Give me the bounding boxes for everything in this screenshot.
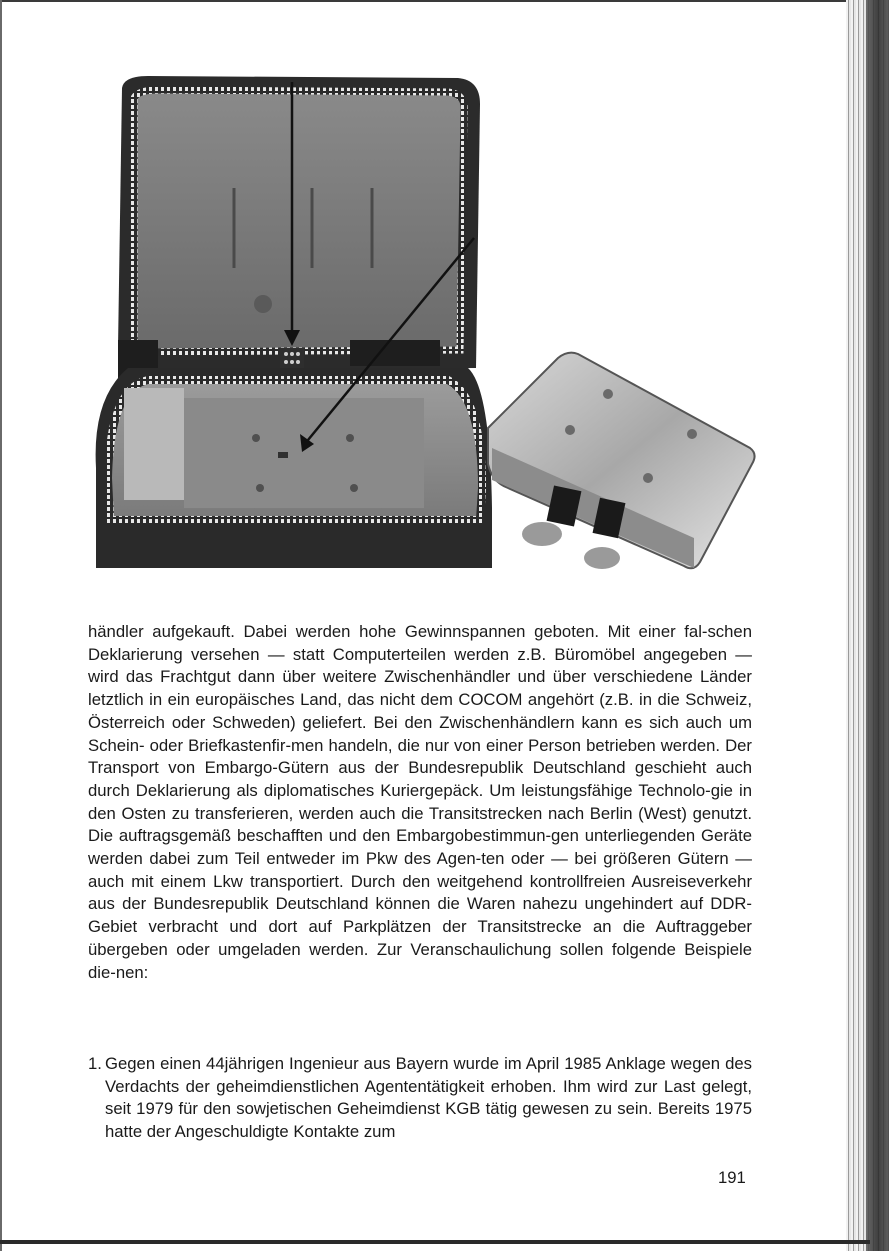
list-item-text: Gegen einen 44jährigen Ingenieur aus Bayern wurde im April 1985 Anklage wegen des Verdachts der geheimdienstlichen Agententätigkeit erhoben. Ihm wird zur Last gelegt, seit 1979 für den sowjetischen Geheimdienst KGB tätig gewesen zu sein. Bereits 1975 hatte der Angeschuldigte Kontakte zum [105, 1054, 752, 1142]
case-lid [118, 76, 480, 370]
book-spine-shadow [866, 0, 889, 1251]
body-paragraph: händler aufgekauft. Dabei werden hohe Gewinnspannen geboten. Mit einer fal-schen Deklarierung versehen — statt Computerteilen werden z.B. Büromöbel angegeben — wird das Frachtgut dann über weitere Zwischenhändler und über verschiedene Länder letztlich in ein europäisches Land, das nicht dem COCOM angehört (z.B. in die Schweiz, Österreich oder Schweden) geliefert. Bei den Zwischenhändlern kann es sich auch um Schein- oder Briefkastenfir-men handeln, die nur von einer Person betrieben werden. Der Transport von Embargo-Gütern aus der Bundesrepublik Deutschland geschieht auch durch Deklarierung als diplomatisches Kuriergepäck. Um leistungsfähige Technolo-gie in den Osten zu transferieren, werden auch die Transitstrecken nach Berlin (West) genutzt. Die auftragsgemäß beschafften und den Embargobestimmun-gen unterliegenden Geräte werden dabei zum Teil entweder im Pkw des Agen-ten oder — bei größeren Gütern — auch mit einem Lkw transportiert. Durch den weitgehend kontrollfreien Ausreiseverkehr aus der Bundesrepublik Deutschland können die Waren nahezu ungehindert auf DDR-Gebiet verbracht und dort auf Parkplätzen der Transitstrecke an die Auftraggeber übergeben oder umgeladen werden. Zur Veranschaulichung sollen folgende Beispiele die-nen: [88, 622, 752, 982]
page-top-edge [0, 0, 866, 2]
photo-zipper-case-with-camera [88, 68, 778, 578]
list-item-number: 1. [88, 1054, 102, 1073]
case-base [96, 368, 492, 568]
page-left-edge [0, 0, 2, 1251]
page-bottom-edge [0, 1240, 870, 1244]
list-item [88, 1053, 752, 1144]
numbered-list [88, 1053, 752, 1144]
page-number: 191 [718, 1168, 746, 1187]
miniature-camera [488, 353, 755, 569]
